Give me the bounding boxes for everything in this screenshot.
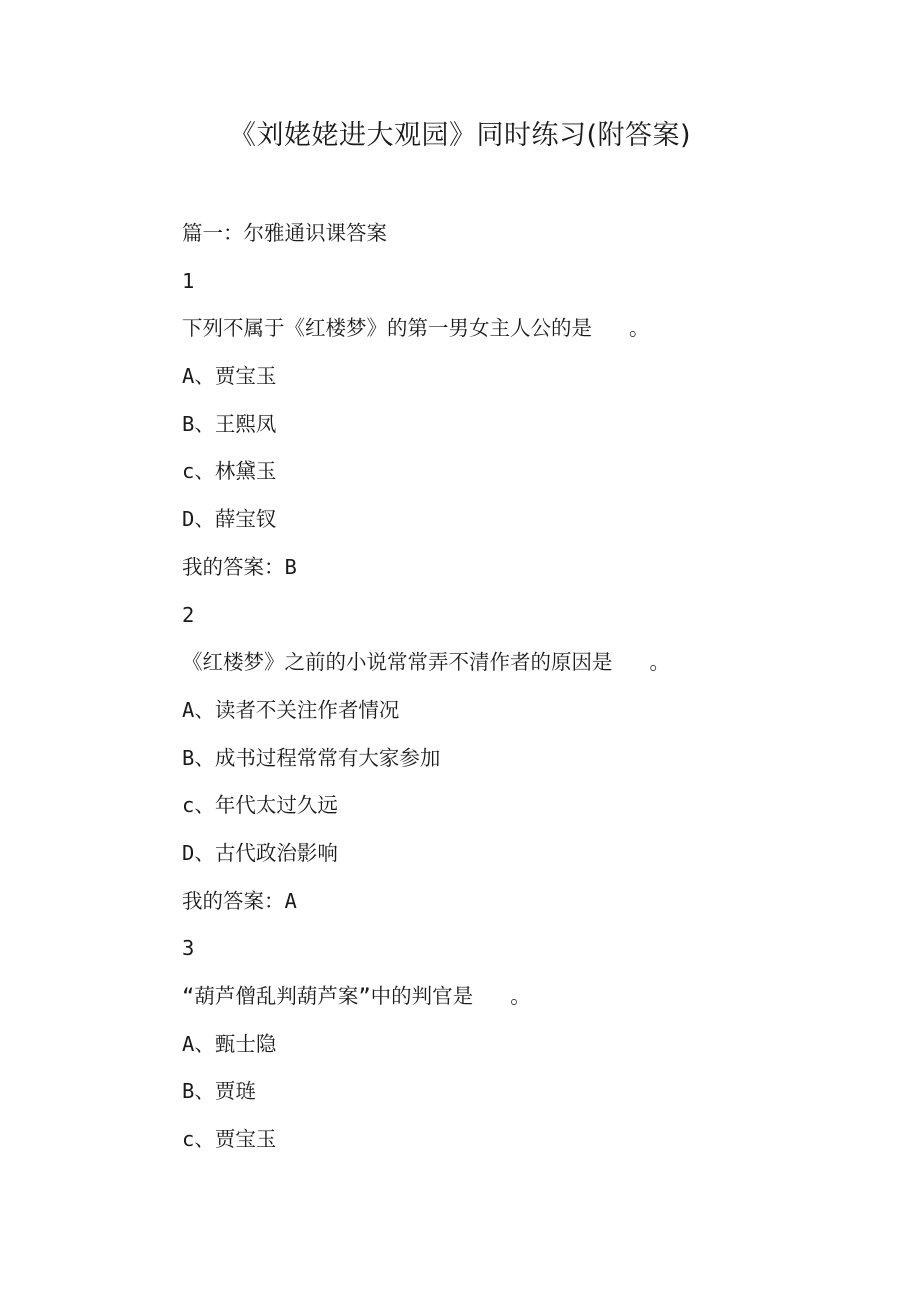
question-prompt: “葫芦僧乱判葫芦案”中的判官是 。 bbox=[182, 984, 531, 1008]
question-prompt: 《红楼梦》之前的小说常常弄不清作者的原因是 。 bbox=[182, 650, 671, 675]
section-heading: 篇一：尔雅通识课答案 bbox=[182, 221, 387, 245]
option-item: A、读者不关注作者情况 bbox=[182, 697, 400, 722]
question-number: 2 bbox=[182, 602, 195, 627]
option-item: D、古代政治影响 bbox=[182, 840, 338, 865]
option-item: c、林黛玉 bbox=[182, 459, 277, 484]
question-block bbox=[182, 595, 822, 929]
option-item: A、甄士隐 bbox=[182, 1031, 277, 1056]
option-item: D、薛宝钗 bbox=[182, 507, 277, 532]
option-item: c、年代太过久远 bbox=[182, 793, 338, 818]
option-item: A、贾宝玉 bbox=[182, 364, 277, 389]
option-item: B、成书过程常常有大家参加 bbox=[182, 745, 441, 770]
answer-line: 我的答案：B bbox=[182, 554, 297, 579]
document-title: 《刘姥姥进大观园》同时练习(附答案) bbox=[228, 120, 692, 151]
question-number: 1 bbox=[182, 268, 195, 293]
question-block bbox=[182, 928, 822, 1166]
document-body bbox=[182, 213, 822, 1167]
option-item: c、贾宝玉 bbox=[182, 1127, 277, 1152]
question-number: 3 bbox=[182, 936, 195, 961]
answer-line: 我的答案：A bbox=[182, 888, 297, 913]
option-item: B、贾琏 bbox=[182, 1079, 256, 1104]
option-item: B、王熙凤 bbox=[182, 411, 277, 436]
question-block bbox=[182, 261, 822, 595]
question-prompt: 下列不属于《红楼梦》的第一男女主人公的是 。 bbox=[182, 316, 650, 341]
